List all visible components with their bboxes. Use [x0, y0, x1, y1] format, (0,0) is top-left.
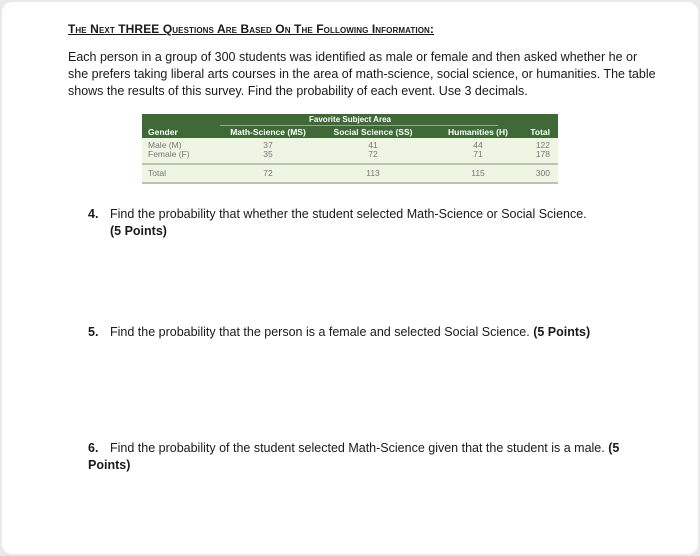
- survey-table: [142, 114, 558, 184]
- question-number: 4.: [88, 207, 99, 221]
- header-cell: Social Science (SS): [333, 127, 413, 137]
- question-text: Find the probability that whether the student selected Math-Science or Social Science.: [110, 207, 587, 221]
- cell: 35: [263, 149, 273, 159]
- table-row: [142, 141, 558, 150]
- cell: 41: [368, 140, 378, 150]
- question-number: 6.: [88, 441, 99, 455]
- header-cell: Humanities (H): [448, 127, 508, 137]
- cell: 115: [471, 168, 485, 178]
- table-header: [142, 114, 558, 138]
- question-points: (5 Points): [88, 441, 620, 472]
- header-cell: Gender: [148, 127, 178, 137]
- cell: 44: [473, 140, 483, 150]
- intro-paragraph: Each person in a group of 300 students was identified as male or female and then asked whether he or she prefers taking liberal arts courses in the area of math-science, social science, or humanities. The table shows the results of this survey. Find the probability of each event. Use 3 decimals.: [68, 50, 656, 98]
- document-page: [2, 2, 698, 554]
- group-header: Favorite Subject Area: [309, 115, 391, 124]
- question-text: Find the probability of the student selected Math-Science given that the student is a male.: [110, 441, 605, 455]
- question-points: (5 Points): [533, 325, 591, 339]
- question-number: 5.: [88, 325, 99, 339]
- section-title: The Next THREE Questions Are Based On The Following Information:: [68, 22, 435, 36]
- cell: 113: [366, 168, 380, 178]
- cell: 37: [263, 140, 273, 150]
- cell: Total: [148, 168, 166, 178]
- cell: 71: [473, 149, 483, 159]
- header-cell: Math-Science (MS): [230, 127, 306, 137]
- cell: 72: [263, 168, 273, 178]
- question-5: [88, 324, 648, 341]
- cell: Male (M): [148, 140, 182, 150]
- table-row: [142, 150, 558, 159]
- question-4: [88, 206, 648, 240]
- question-6: [88, 440, 648, 474]
- cell: Female (F): [148, 149, 190, 159]
- total-row: [142, 163, 558, 184]
- cell: 122: [535, 140, 550, 150]
- divider: [220, 125, 498, 126]
- cell: 72: [368, 149, 378, 159]
- question-text: Find the probability that the person is a female and selected Social Science.: [110, 325, 530, 339]
- cell: 178: [535, 149, 550, 159]
- question-points: (5 Points): [110, 224, 167, 238]
- header-cell: Total: [530, 127, 550, 137]
- cell: 300: [535, 168, 550, 178]
